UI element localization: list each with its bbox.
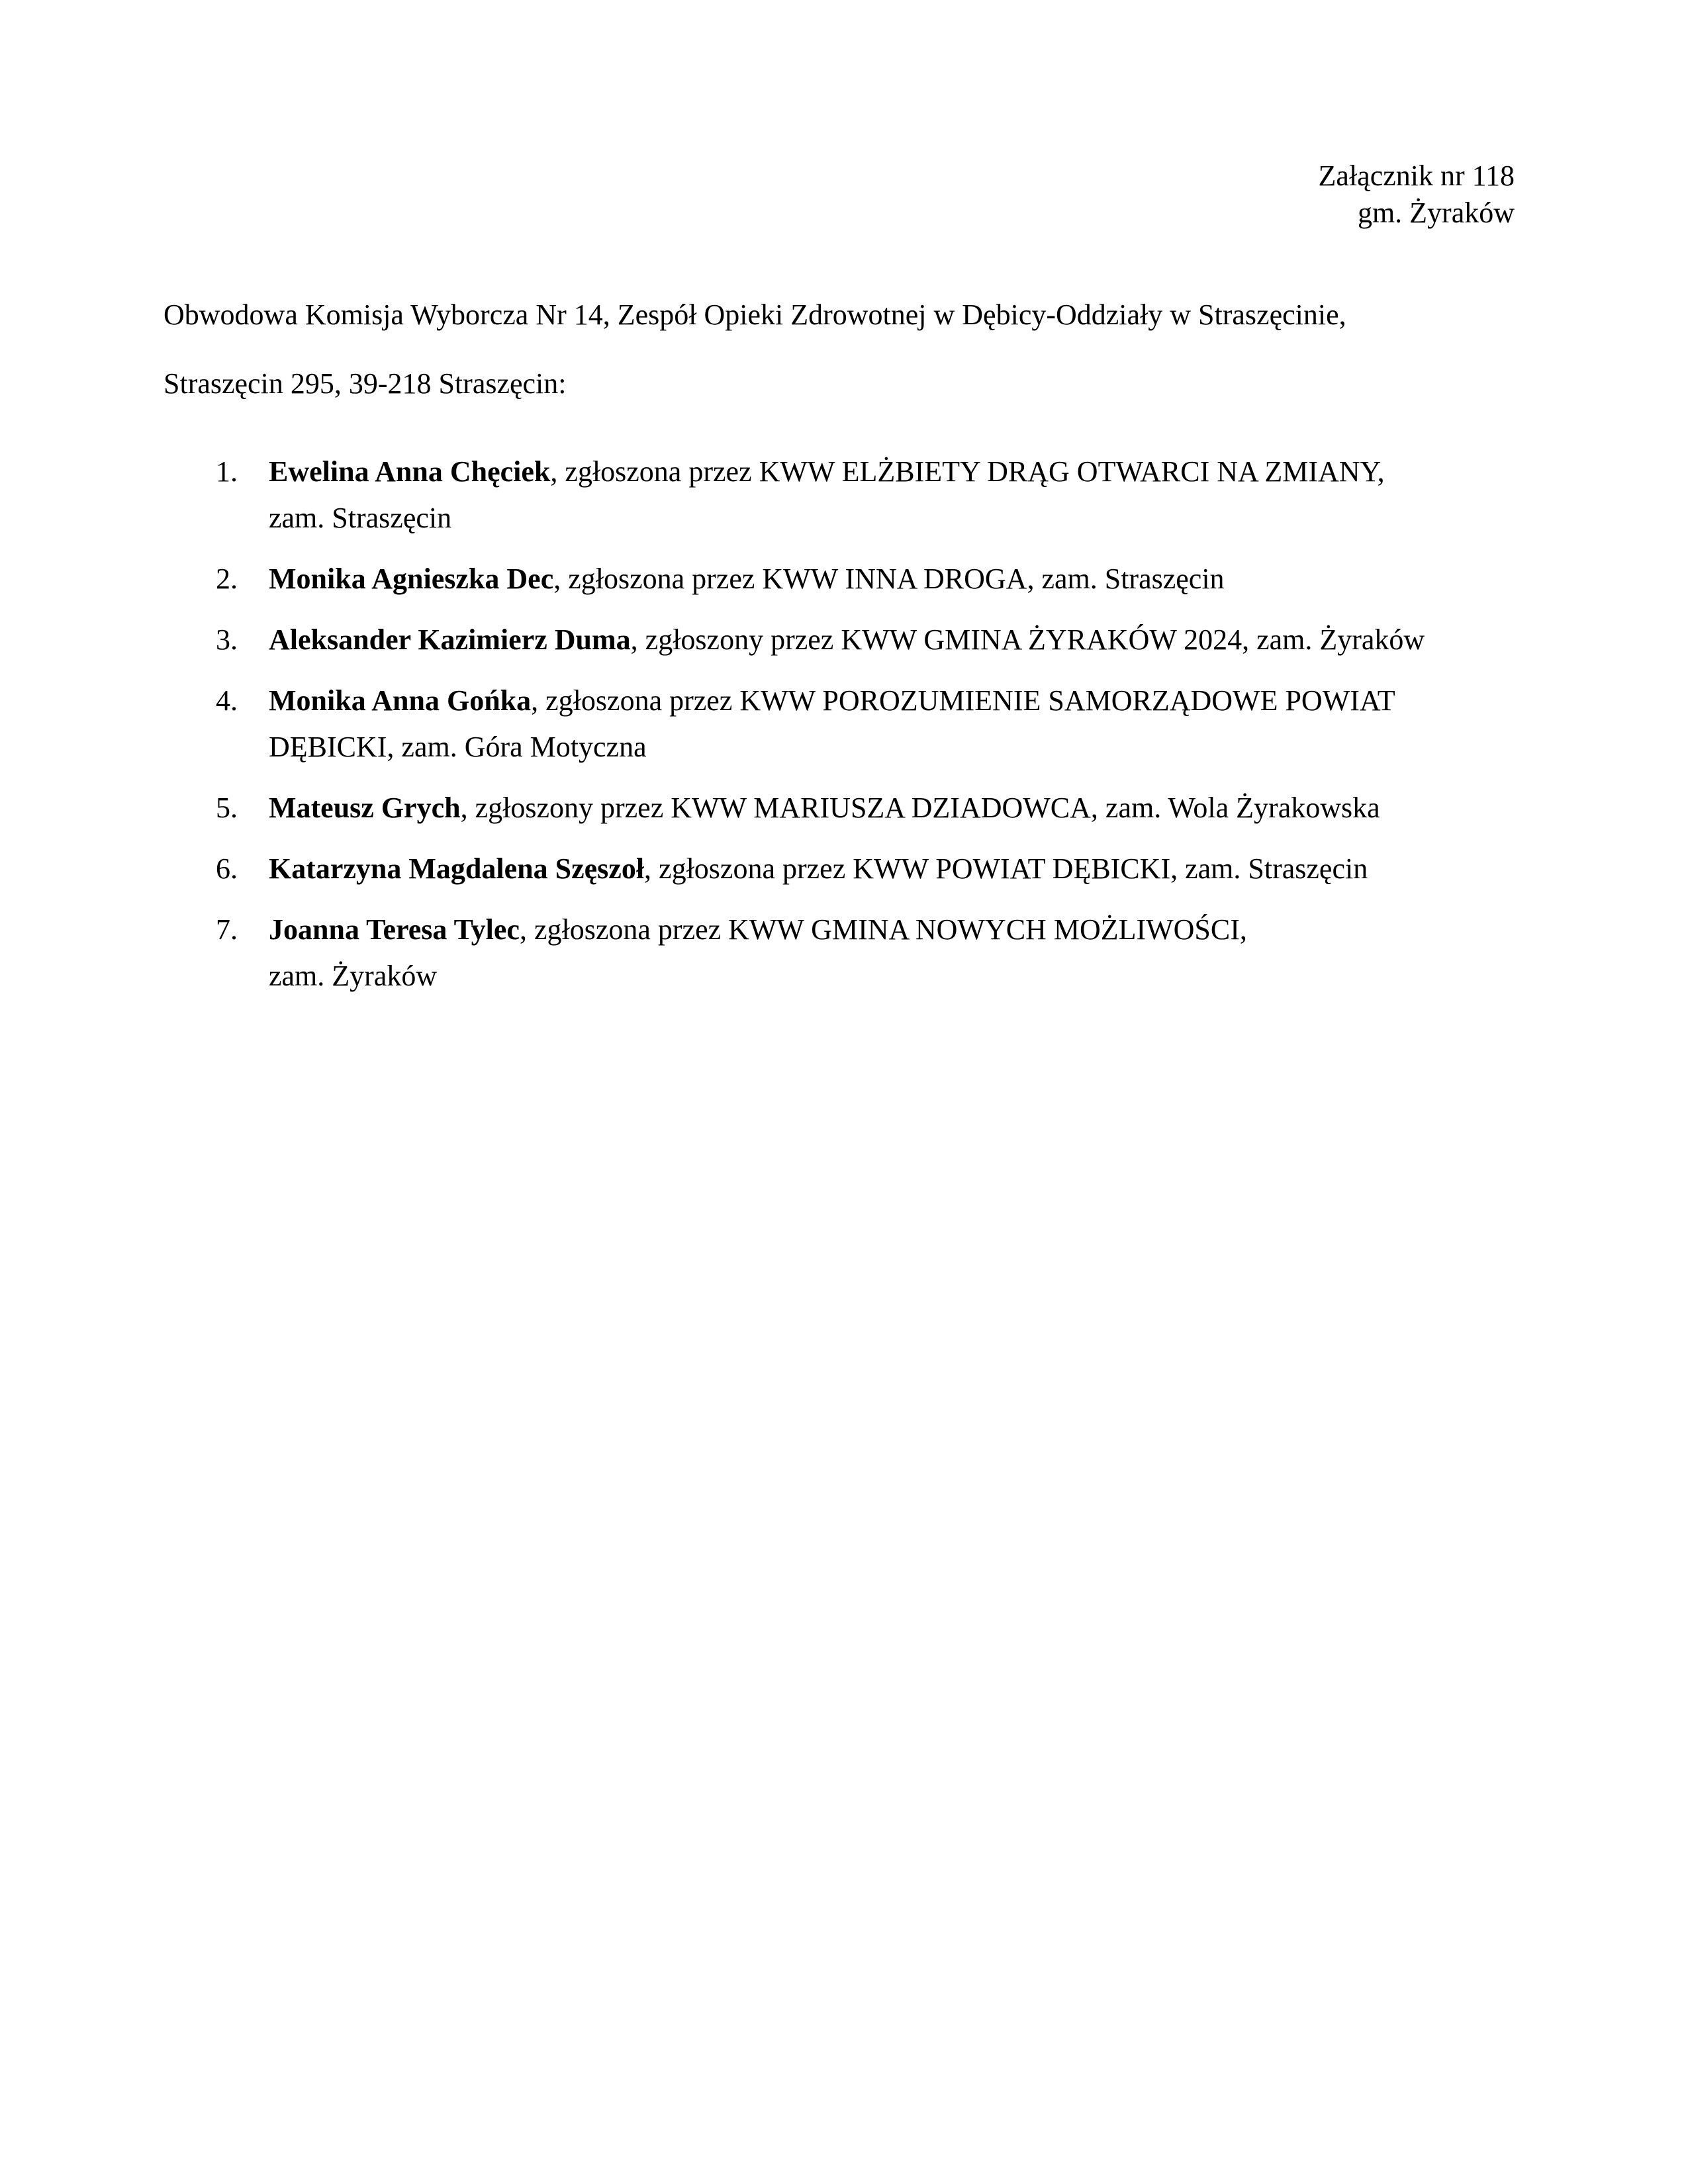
member-name: Aleksander Kazimierz Duma bbox=[269, 623, 631, 656]
item-number: 5. bbox=[216, 792, 238, 824]
member-residence: zam. Straszęcin bbox=[269, 502, 452, 534]
member-entry-line bbox=[269, 678, 1523, 724]
member-entry-line bbox=[269, 617, 1523, 663]
member-details: , zgłoszony przez KWW GMINA ŻYRAKÓW 2024, zam. Żyraków bbox=[630, 623, 1425, 656]
municipality-name: gm. Żyraków bbox=[1357, 197, 1515, 229]
list-item bbox=[199, 785, 1523, 831]
member-details: , zgłoszona przez KWW POWIAT DĘBICKI, zam. Straszęcin bbox=[644, 852, 1368, 885]
list-item bbox=[199, 449, 1523, 541]
item-number: 7. bbox=[216, 913, 238, 946]
member-details: , zgłoszona przez KWW POROZUMIENIE SAMORZĄDOWE POWIAT bbox=[531, 684, 1395, 717]
member-entry-line bbox=[269, 907, 1523, 953]
member-entry-line bbox=[269, 785, 1523, 831]
member-entry-line bbox=[269, 846, 1523, 892]
list-item bbox=[199, 846, 1523, 892]
item-number: 3. bbox=[216, 623, 238, 656]
list-item bbox=[199, 556, 1523, 602]
item-number: 4. bbox=[216, 684, 238, 717]
list-item bbox=[199, 617, 1523, 663]
member-name: Mateusz Grych bbox=[269, 792, 461, 824]
member-name: Ewelina Anna Chęciek bbox=[269, 455, 551, 488]
commission-heading bbox=[164, 281, 1521, 418]
member-residence: zam. Żyraków bbox=[269, 960, 438, 992]
member-details: , zgłoszony przez KWW MARIUSZA DZIADOWCA, zam. Wola Żyrakowska bbox=[460, 792, 1380, 824]
item-number: 6. bbox=[216, 852, 238, 885]
member-name: Joanna Teresa Tylec bbox=[269, 913, 520, 946]
member-name: Monika Agnieszka Dec bbox=[269, 563, 554, 595]
list-item bbox=[199, 678, 1523, 770]
attachment-number: Załącznik nr 118 bbox=[1318, 159, 1515, 192]
member-details: , zgłoszona przez KWW GMINA NOWYCH MOŻLIWOŚCI, bbox=[519, 913, 1247, 946]
member-entry-line bbox=[269, 449, 1523, 495]
member-entry-line bbox=[269, 556, 1523, 602]
member-list bbox=[199, 449, 1523, 1014]
attachment-header bbox=[1319, 158, 1515, 232]
commission-address: Straszęcin 295, 39-218 Straszęcin: bbox=[164, 367, 567, 400]
list-item bbox=[199, 907, 1523, 999]
member-name: Katarzyna Magdalena Szęszoł bbox=[269, 852, 645, 885]
item-number: 2. bbox=[216, 563, 238, 595]
member-details: , zgłoszona przez KWW INNA DROGA, zam. Straszęcin bbox=[553, 563, 1225, 595]
commission-title: Obwodowa Komisja Wyborcza Nr 14, Zespół Opieki Zdrowotnej w Dębicy-Oddziały w Straszęcinie, bbox=[164, 298, 1346, 331]
member-details: , zgłoszona przez KWW ELŻBIETY DRĄG OTWARCI NA ZMIANY, bbox=[550, 455, 1385, 488]
member-name: Monika Anna Gońka bbox=[269, 684, 532, 717]
member-residence: DĘBICKI, zam. Góra Motyczna bbox=[269, 731, 647, 763]
item-number: 1. bbox=[216, 455, 238, 488]
